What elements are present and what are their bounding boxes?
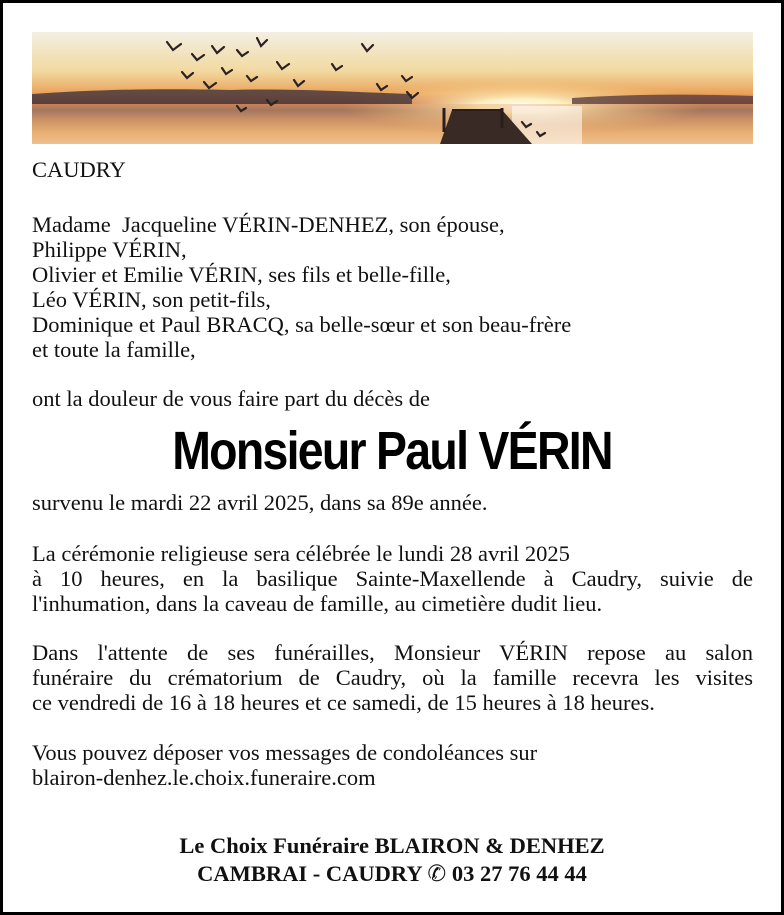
condolences-line: Vous pouvez déposer vos messages de condoléances sur — [32, 740, 538, 765]
family-list — [32, 212, 753, 362]
funeral-home-phone: 03 27 76 44 44 — [451, 861, 587, 886]
family-line: et toute la famille, — [32, 337, 196, 362]
visitation-line: funéraire du crématorium de Caudry, où la famille recevra les visites — [32, 665, 753, 690]
sunset-banner-image — [32, 32, 753, 144]
ceremony-line: à 10 heures, en la basilique Sainte-Maxellende à Caudry, suivie de — [32, 566, 753, 591]
ceremony-paragraph — [32, 541, 753, 616]
funeral-home-name: Le Choix Funéraire BLAIRON & DENHEZ — [179, 833, 605, 858]
visitation-line: ce vendredi de 16 à 18 heures et ce samedi, de 15 heures à 18 heures. — [32, 690, 655, 715]
family-line: Philippe VÉRIN, — [32, 237, 187, 262]
ceremony-line: La cérémonie religieuse sera célébrée le lundi 28 avril 2025 — [32, 541, 570, 566]
deceased-name: Monsieur Paul VÉRIN — [172, 421, 612, 481]
family-line: Léo VÉRIN, son petit-fils, — [32, 287, 271, 312]
city-name: CAUDRY — [32, 157, 126, 182]
family-line: Dominique et Paul BRACQ, sa belle-sœur et son beau-frère — [32, 312, 572, 337]
funeral-home-contact — [3, 860, 781, 887]
phone-icon: ✆ — [427, 861, 447, 886]
family-line: Madame Jacqueline VÉRIN-DENHEZ, son épouse, — [32, 212, 505, 237]
visitation-paragraph — [32, 640, 753, 715]
ceremony-line: l'inhumation, dans la caveau de famille, au cimetière dudit lieu. — [32, 591, 603, 616]
death-date-line: survenu le mardi 22 avril 2025, dans sa 89e année. — [32, 490, 488, 515]
visitation-line: Dans l'attente de ses funérailles, Monsieur VÉRIN repose au salon — [32, 640, 753, 665]
condolences-paragraph — [32, 740, 753, 790]
family-line: Olivier et Emilie VÉRIN, ses fils et belle-fille, — [32, 262, 451, 287]
announcement-intro: ont la douleur de vous faire part du décès de — [32, 386, 430, 411]
condolences-url: blairon-denhez.le.choix.funeraire.com — [32, 765, 376, 790]
funeral-home-locations: CAMBRAI - CAUDRY — [197, 861, 422, 886]
